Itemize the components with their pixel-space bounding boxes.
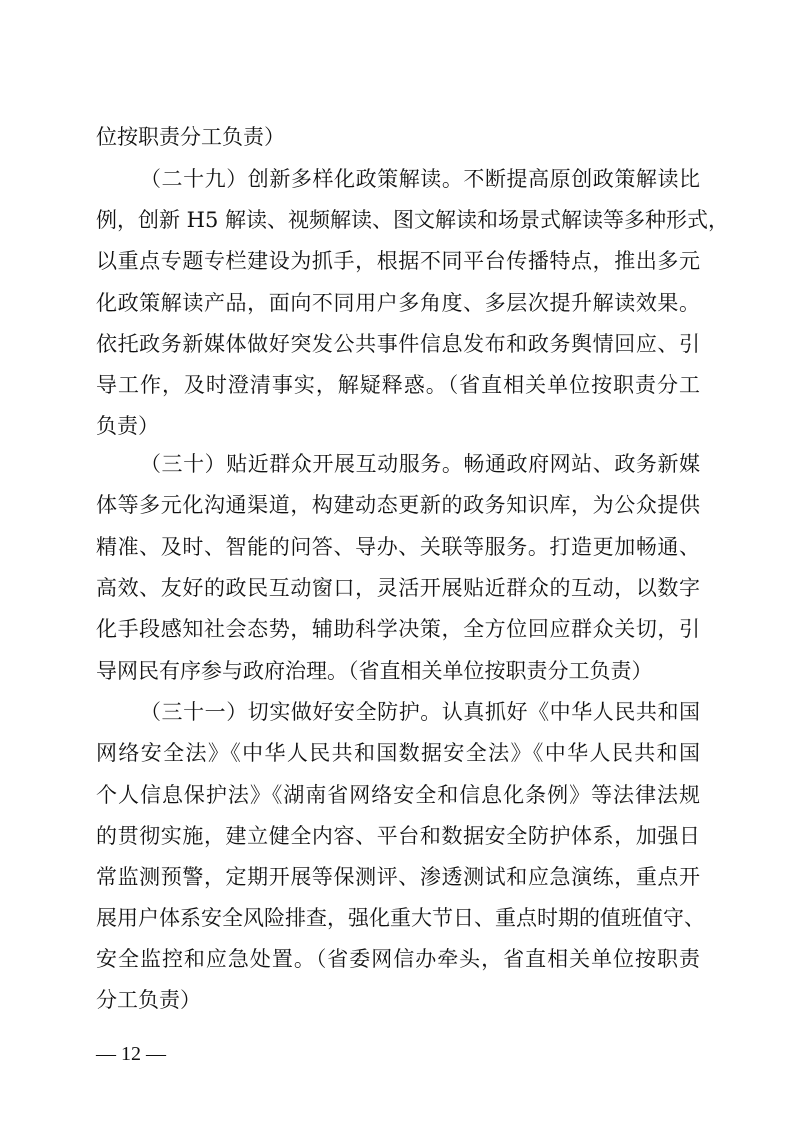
paragraph-line: 导网民有序参与政府治理。（省直相关单位按职责分工负责）: [96, 659, 653, 683]
paragraph-line: 精准、及时、智能的问答、导办、关联等服务。打造更加畅通、: [96, 535, 700, 559]
paragraph-line: 例，创新 H5 解读、视频解读、图文解读和场景式解读等多种形式，: [96, 208, 730, 232]
paragraph-line: （二十九）创新多样化政策解读。不断提高原创政策解读比: [140, 167, 700, 191]
paragraph-line: 高效、友好的政民互动窗口，灵活开展贴近群众的互动，以数字: [96, 576, 700, 600]
paragraph-line: 导工作，及时澄清事实，解疑释惑。（省直相关单位按职责分工: [96, 373, 700, 397]
paragraph-line: 化手段感知社会态势，辅助科学决策，全方位回应群众关切，引: [96, 617, 700, 641]
paragraph-line: 体等多元化沟通渠道，构建动态更新的政务知识库，为公众提供: [96, 493, 700, 517]
paragraph-line: （三十一）切实做好安全防护。认真抓好《中华人民共和国: [140, 700, 700, 724]
paragraph-line: 安全监控和应急处置。（省委网信办牵头，省直相关单位按职责: [96, 947, 700, 971]
paragraph-line: 常监测预警，定期开展等保测评、渗透测试和应急演练，重点开: [96, 865, 700, 889]
page-number: — 12 —: [96, 1043, 166, 1065]
paragraph-line: 网络安全法》《中华人民共和国数据安全法》《中华人民共和国: [96, 741, 700, 765]
paragraph-line: 位按职责分工负责）: [96, 125, 285, 149]
paragraph-line: 依托政务新媒体做好突发公共事件信息发布和政务舆情回应、引: [96, 332, 700, 356]
paragraph-line: 以重点专题专栏建设为抓手，根据不同平台传播特点，推出多元: [96, 249, 700, 273]
paragraph-line: 展用户体系安全风险排查，强化重大节日、重点时期的值班值守、: [96, 906, 705, 930]
paragraph-line: 分工负责）: [96, 988, 201, 1012]
paragraph-line: （三十）贴近群众开展互动服务。畅通政府网站、政务新媒: [140, 452, 700, 476]
paragraph-line: 化政策解读产品，面向不同用户多角度、多层次提升解读效果。: [96, 291, 700, 315]
paragraph-line: 的贯彻实施，建立健全内容、平台和数据安全防护体系，加强日: [96, 824, 700, 848]
paragraph-line: 负责）: [96, 414, 159, 438]
paragraph-line: 个人信息保护法》《湖南省网络安全和信息化条例》等法律法规: [96, 783, 700, 807]
